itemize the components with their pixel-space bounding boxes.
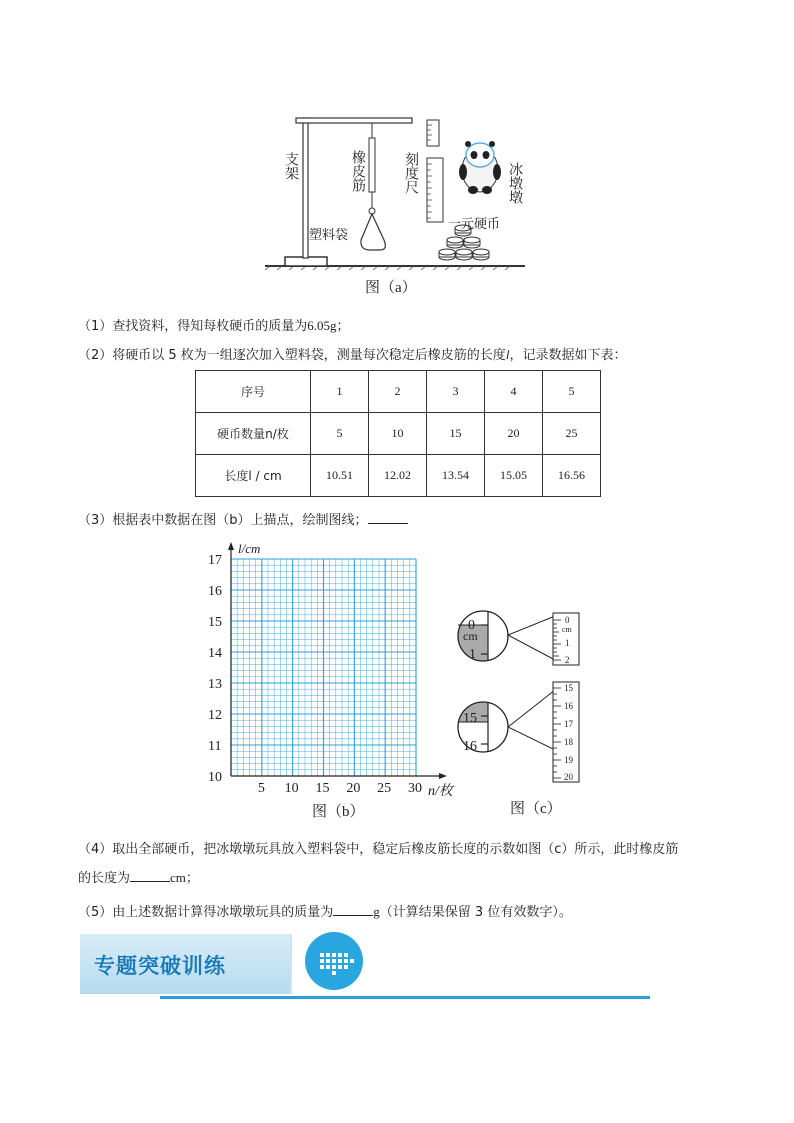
q4-line1: （4）取出全部硬币，把冰墩墩玩具放入塑料袋中，稳定后橡皮筋长度的示数如图（c）所示，此时橡皮筋 — [78, 842, 679, 857]
q1-prefix: （1）查找资料，得知每枚硬币的质量为 — [78, 319, 308, 334]
y-axis-label: l/cm — [238, 541, 261, 556]
label-stand: 支架 — [283, 152, 299, 180]
mag-top-1: 1 — [469, 647, 476, 662]
y-tick-label: 12 — [208, 708, 222, 723]
table-cell: 5 — [543, 371, 601, 413]
q5-prefix: （5）由上述数据计算得冰墩墩玩具的质量为 — [78, 905, 334, 920]
label-coin: 一元硬币 — [448, 217, 501, 232]
y-tick-label: 16 — [208, 584, 222, 599]
figure-b-caption: 图（b） — [312, 804, 365, 820]
question-2 — [78, 344, 626, 363]
x-axis-arrow — [439, 773, 447, 779]
q2-suffix: ，记录数据如下表： — [509, 348, 627, 363]
ruler-bot-18: 18 — [564, 737, 573, 747]
table-cell: 13.54 — [427, 455, 485, 497]
y-tick-label: 11 — [208, 739, 222, 754]
q4-suffix: ； — [185, 871, 199, 886]
x-tick-label: 15 — [315, 781, 330, 796]
x-tick-label: 10 — [284, 781, 299, 796]
figure-c-caption: 图（c） — [510, 801, 562, 817]
mag-top-0: 0 — [468, 618, 475, 633]
table-row — [196, 455, 601, 497]
banner-underline — [160, 996, 650, 999]
ruler-top-0: 0 — [565, 615, 570, 625]
q1-suffix: ； — [336, 319, 350, 334]
table-cell: 16.56 — [543, 455, 601, 497]
table-cell: 25 — [543, 413, 601, 455]
answer-blank[interactable] — [333, 903, 373, 916]
table-header-cell: 长度l / cm — [196, 455, 311, 497]
x-tick-label: 5 — [257, 781, 265, 796]
ruler-top-2: 2 — [565, 655, 570, 665]
ruler-bottom — [553, 682, 579, 782]
table-cell: 5 — [311, 413, 369, 455]
q4-unit: cm — [170, 870, 186, 885]
mag-bot-16: 16 — [463, 739, 477, 754]
label-bag: 塑料袋 — [309, 228, 349, 243]
data-table — [195, 370, 601, 497]
table-header-cell: 硬币数量n/枚 — [196, 413, 311, 455]
figure-c-readings — [455, 610, 595, 785]
label-rubber-band: 橡皮筋 — [350, 150, 366, 192]
x-tick-label: 30 — [408, 781, 422, 796]
table-cell: 12.02 — [369, 455, 427, 497]
y-tick-label: 13 — [208, 677, 222, 692]
question-3 — [78, 509, 408, 528]
table-cell: 10.51 — [311, 455, 369, 497]
q1-value: 6.05g — [307, 318, 337, 333]
q3-text: （3）根据表中数据在图（b）上描点，绘制图线； — [78, 513, 368, 528]
ruler-bot-16: 16 — [564, 701, 573, 711]
ruler-bot-17: 17 — [564, 719, 573, 729]
figure-a-caption: 图（a） — [365, 280, 417, 296]
ruler-bot-19: 19 — [564, 755, 573, 765]
q5-unit: g — [373, 904, 380, 919]
question-5 — [78, 901, 572, 920]
question-4-line2 — [78, 867, 199, 886]
table-cell: 15.05 — [485, 455, 543, 497]
table-cell: 1 — [311, 371, 369, 413]
table-header-cell: 序号 — [196, 371, 311, 413]
mag-bot-15: 15 — [463, 711, 477, 726]
y-tick-label: 17 — [208, 553, 222, 568]
q2-prefix: （2）将硬币以 5 枚为一组逐次加入塑料袋，测量每次稳定后橡皮筋的长度 — [78, 348, 506, 363]
grid-major-lines — [231, 559, 416, 776]
mag-top-cm: cm — [463, 629, 478, 643]
x-tick-label: 20 — [346, 781, 361, 796]
q5-suffix: （计算结果保留 3 位有效数字）。 — [379, 905, 572, 920]
table-cell: 3 — [427, 371, 485, 413]
ruler-top-cm: cm — [562, 625, 572, 634]
table-row — [196, 413, 601, 455]
table-cell: 10 — [369, 413, 427, 455]
q4-prefix: 的长度为 — [78, 871, 131, 886]
x-axis-label: n/枚 — [428, 784, 453, 799]
ruler-bot-20: 20 — [564, 772, 573, 782]
ruler-bot-15: 15 — [564, 683, 573, 693]
question-4-line1 — [78, 838, 678, 857]
y-axis-arrow — [228, 542, 234, 550]
q2-var: l — [505, 347, 510, 362]
y-tick-label: 10 — [208, 770, 222, 785]
section-banner-title: 专题突破训练 — [94, 954, 226, 978]
label-mascot: 冰墩墩 — [507, 162, 523, 204]
figure-a-apparatus — [260, 100, 530, 270]
answer-blank[interactable] — [368, 511, 408, 524]
label-ruler: 刻度尺 — [403, 152, 419, 194]
y-tick-label: 15 — [208, 615, 222, 630]
table-cell: 2 — [369, 371, 427, 413]
answer-blank[interactable] — [130, 869, 170, 882]
table-cell: 15 — [427, 413, 485, 455]
dot-grid-icon — [305, 932, 363, 990]
ruler-top-1: 1 — [565, 638, 570, 648]
question-1 — [78, 315, 350, 334]
table-cell: 4 — [485, 371, 543, 413]
x-tick-label: 25 — [377, 781, 392, 796]
y-tick-label: 14 — [208, 646, 222, 661]
table-row — [196, 371, 601, 413]
table-cell: 20 — [485, 413, 543, 455]
